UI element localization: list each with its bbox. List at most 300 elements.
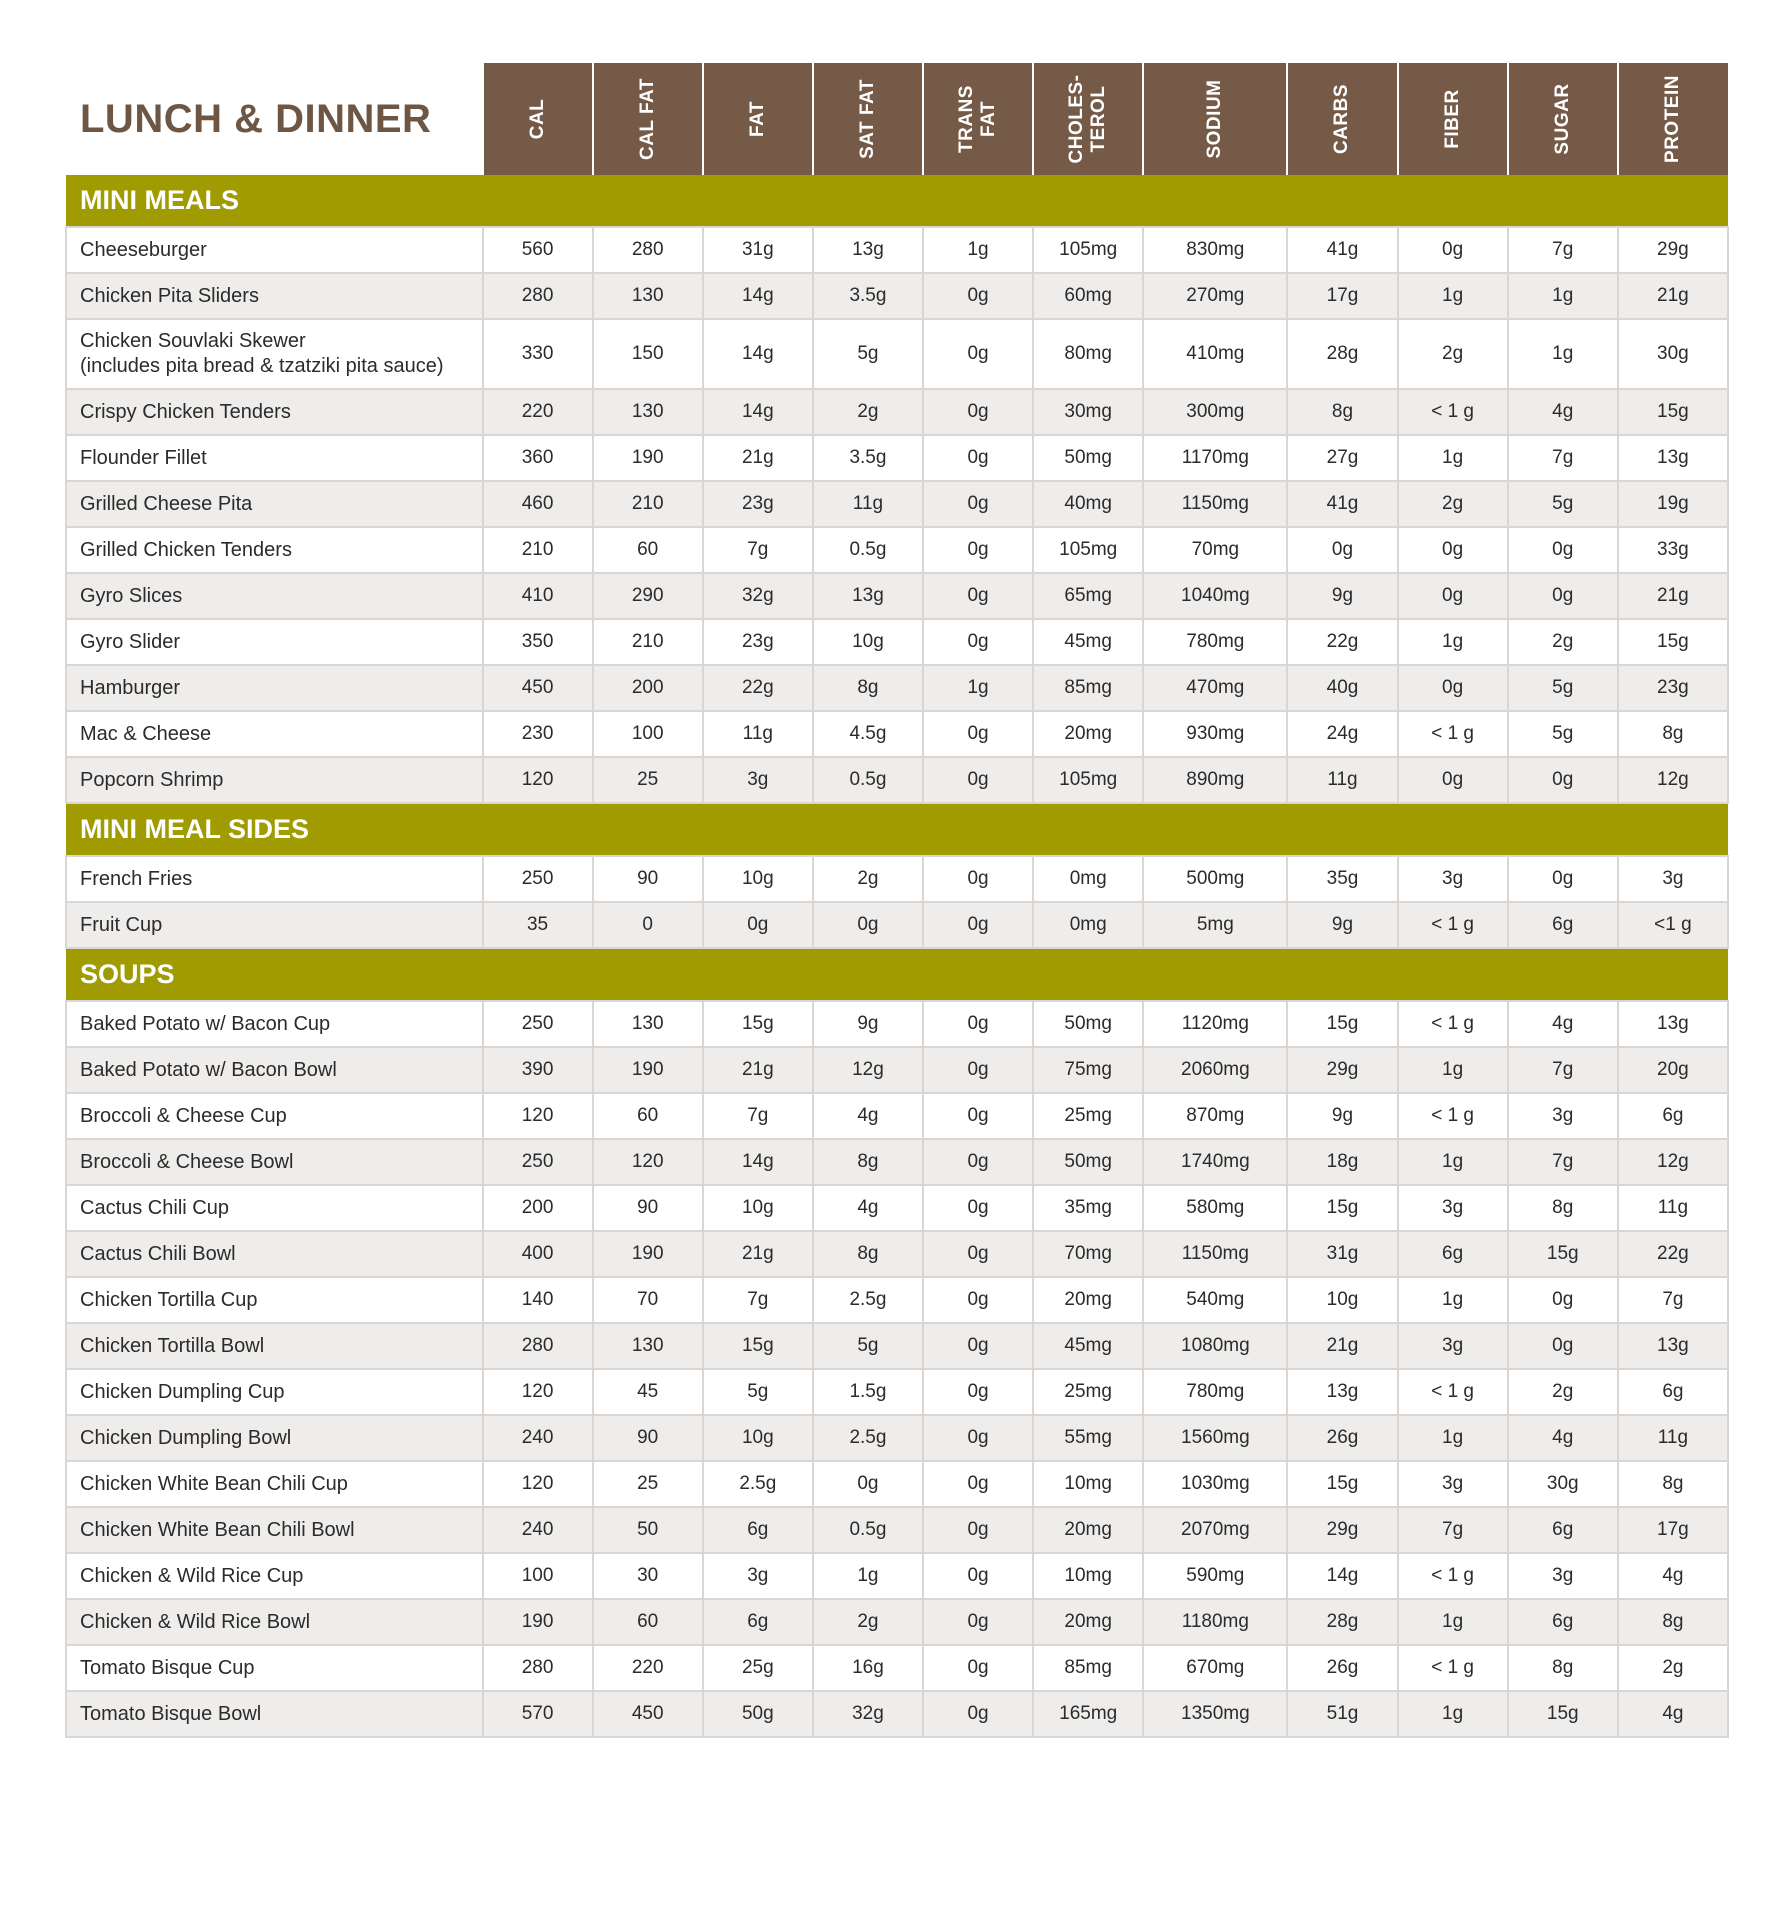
- nutrient-value: 105mg: [1033, 227, 1143, 273]
- nutrient-value: 165mg: [1033, 1691, 1143, 1737]
- nutrient-value: 28g: [1287, 1599, 1397, 1645]
- nutrient-value: 51g: [1287, 1691, 1397, 1737]
- nutrient-value: 350: [483, 619, 593, 665]
- nutrient-value: 15g: [1287, 1461, 1397, 1507]
- nutrient-value: 5g: [1508, 665, 1618, 711]
- nutrient-value: 10g: [1287, 1277, 1397, 1323]
- nutrient-value: 0g: [923, 1599, 1033, 1645]
- table-row: [66, 1323, 1728, 1369]
- nutrient-value: 45mg: [1033, 1323, 1143, 1369]
- nutrient-value: 5g: [703, 1369, 813, 1415]
- nutrient-value: 0.5g: [813, 757, 923, 803]
- nutrient-value: 130: [593, 1323, 703, 1369]
- nutrient-value: 8g: [1508, 1645, 1618, 1691]
- section-header: [66, 175, 1728, 227]
- nutrient-value: 830mg: [1143, 227, 1287, 273]
- nutrient-value: 1740mg: [1143, 1139, 1287, 1185]
- nutrient-value: 35: [483, 902, 593, 948]
- nutrient-value: 4g: [1618, 1553, 1728, 1599]
- item-name: Broccoli & Cheese Bowl: [66, 1139, 483, 1185]
- nutrient-value: 90: [593, 856, 703, 902]
- nutrient-value: 4g: [1508, 1415, 1618, 1461]
- table-row: [66, 1691, 1728, 1737]
- nutrient-value: 55mg: [1033, 1415, 1143, 1461]
- nutrient-value: 50mg: [1033, 1001, 1143, 1047]
- nutrient-value: 23g: [703, 481, 813, 527]
- nutrient-value: 12g: [813, 1047, 923, 1093]
- section-header: [66, 803, 1728, 856]
- nutrient-value: 5g: [813, 319, 923, 389]
- column-header: [483, 63, 593, 175]
- nutrient-value: 0g: [813, 1461, 923, 1507]
- item-name: Chicken Souvlaki Skewer (includes pita bread & tzatziki pita sauce): [66, 319, 483, 389]
- nutrient-value: 13g: [813, 227, 923, 273]
- nutrient-value: 7g: [1508, 1047, 1618, 1093]
- header-row: [66, 63, 1728, 175]
- nutrient-value: 8g: [1287, 389, 1397, 435]
- item-name: Tomato Bisque Bowl: [66, 1691, 483, 1737]
- table-row: [66, 1277, 1728, 1323]
- nutrient-value: 2g: [1618, 1645, 1728, 1691]
- nutrient-value: 1g: [923, 227, 1033, 273]
- nutrient-value: 4g: [813, 1093, 923, 1139]
- nutrient-value: 20mg: [1033, 1599, 1143, 1645]
- nutrient-value: 20mg: [1033, 711, 1143, 757]
- nutrient-value: 0g: [923, 1185, 1033, 1231]
- column-header-label: SUGAR: [1551, 83, 1573, 155]
- table-row: [66, 273, 1728, 319]
- nutrient-value: 80mg: [1033, 319, 1143, 389]
- item-name: Chicken White Bean Chili Bowl: [66, 1507, 483, 1553]
- nutrient-value: 0g: [923, 1323, 1033, 1369]
- table-row: [66, 856, 1728, 902]
- nutrient-value: 30g: [1618, 319, 1728, 389]
- nutrient-value: 18g: [1287, 1139, 1397, 1185]
- nutrient-value: 13g: [1618, 1323, 1728, 1369]
- nutrient-value: 60: [593, 527, 703, 573]
- nutrient-value: 8g: [813, 1231, 923, 1277]
- nutrient-value: 22g: [703, 665, 813, 711]
- nutrient-value: 5g: [1508, 481, 1618, 527]
- nutrient-value: 32g: [703, 573, 813, 619]
- nutrient-value: 12g: [1618, 757, 1728, 803]
- nutrient-value: 250: [483, 1139, 593, 1185]
- nutrient-value: 10g: [703, 856, 813, 902]
- nutrient-value: 2.5g: [703, 1461, 813, 1507]
- nutrient-value: 13g: [1618, 1001, 1728, 1047]
- nutrient-value: 590mg: [1143, 1553, 1287, 1599]
- table-row: [66, 1369, 1728, 1415]
- nutrient-value: 9g: [1287, 1093, 1397, 1139]
- nutrition-table-container: [65, 63, 1729, 1738]
- nutrient-value: 3.5g: [813, 273, 923, 319]
- nutrient-value: 670mg: [1143, 1645, 1287, 1691]
- nutrient-value: 14g: [703, 1139, 813, 1185]
- nutrient-value: 41g: [1287, 481, 1397, 527]
- nutrient-value: < 1 g: [1398, 1369, 1508, 1415]
- nutrient-value: 41g: [1287, 227, 1397, 273]
- nutrient-value: 2g: [1508, 619, 1618, 665]
- nutrient-value: 130: [593, 1001, 703, 1047]
- nutrient-value: 400: [483, 1231, 593, 1277]
- nutrient-value: 240: [483, 1415, 593, 1461]
- nutrient-value: 9g: [1287, 902, 1397, 948]
- nutrient-value: 0g: [923, 435, 1033, 481]
- nutrient-value: 25: [593, 757, 703, 803]
- nutrient-value: 0g: [1508, 573, 1618, 619]
- nutrient-value: 1g: [1508, 319, 1618, 389]
- item-name: Cactus Chili Bowl: [66, 1231, 483, 1277]
- item-name: Chicken Dumpling Bowl: [66, 1415, 483, 1461]
- table-row: [66, 481, 1728, 527]
- nutrient-value: 11g: [1618, 1415, 1728, 1461]
- nutrient-value: 1560mg: [1143, 1415, 1287, 1461]
- table-row: [66, 619, 1728, 665]
- nutrient-value: 280: [483, 1323, 593, 1369]
- nutrient-value: 6g: [703, 1507, 813, 1553]
- nutrient-value: 23g: [1618, 665, 1728, 711]
- nutrient-value: 2g: [1398, 319, 1508, 389]
- column-header-label: CARBS: [1331, 83, 1353, 155]
- nutrient-value: 31g: [1287, 1231, 1397, 1277]
- nutrient-value: 8g: [1508, 1185, 1618, 1231]
- nutrient-value: 2g: [813, 389, 923, 435]
- item-name: French Fries: [66, 856, 483, 902]
- nutrient-value: 8g: [813, 1139, 923, 1185]
- nutrient-value: 7g: [1618, 1277, 1728, 1323]
- column-header: [813, 63, 923, 175]
- nutrient-value: 3g: [1618, 856, 1728, 902]
- item-name: Chicken & Wild Rice Bowl: [66, 1599, 483, 1645]
- nutrient-value: 220: [593, 1645, 703, 1691]
- nutrient-value: 270mg: [1143, 273, 1287, 319]
- nutrient-value: 100: [593, 711, 703, 757]
- column-header: [1398, 63, 1508, 175]
- item-name: Chicken White Bean Chili Cup: [66, 1461, 483, 1507]
- nutrient-value: 15g: [1508, 1231, 1618, 1277]
- nutrient-value: 50mg: [1033, 1139, 1143, 1185]
- item-name: Hamburger: [66, 665, 483, 711]
- nutrient-value: 2060mg: [1143, 1047, 1287, 1093]
- item-name: Chicken Tortilla Bowl: [66, 1323, 483, 1369]
- item-name: Crispy Chicken Tenders: [66, 389, 483, 435]
- nutrient-value: 780mg: [1143, 619, 1287, 665]
- nutrient-value: 3g: [1508, 1093, 1618, 1139]
- item-name: Grilled Chicken Tenders: [66, 527, 483, 573]
- nutrient-value: 1g: [1508, 273, 1618, 319]
- item-name: Chicken Pita Sliders: [66, 273, 483, 319]
- nutrient-value: 290: [593, 573, 703, 619]
- nutrient-value: 240: [483, 1507, 593, 1553]
- nutrient-value: 120: [483, 1461, 593, 1507]
- nutrient-value: 1g: [923, 665, 1033, 711]
- nutrient-value: 85mg: [1033, 1645, 1143, 1691]
- nutrient-value: 250: [483, 856, 593, 902]
- nutrient-value: 20g: [1618, 1047, 1728, 1093]
- nutrient-value: < 1 g: [1398, 1645, 1508, 1691]
- nutrient-value: 7g: [703, 1277, 813, 1323]
- nutrient-value: 1g: [1398, 435, 1508, 481]
- nutrient-value: 35mg: [1033, 1185, 1143, 1231]
- column-header-label: CAL: [526, 98, 548, 140]
- column-header-label: SODIUM: [1204, 79, 1226, 159]
- nutrient-value: 26g: [1287, 1645, 1397, 1691]
- nutrient-value: 30: [593, 1553, 703, 1599]
- nutrient-value: 17g: [1287, 273, 1397, 319]
- nutrient-value: 1040mg: [1143, 573, 1287, 619]
- table-row: [66, 573, 1728, 619]
- table-row: [66, 1231, 1728, 1277]
- nutrient-value: 25mg: [1033, 1369, 1143, 1415]
- nutrient-value: 11g: [1287, 757, 1397, 803]
- nutrient-value: 0g: [1508, 1323, 1618, 1369]
- nutrient-value: 6g: [1508, 1599, 1618, 1645]
- nutrient-value: 1350mg: [1143, 1691, 1287, 1737]
- nutrient-value: 0g: [703, 902, 813, 948]
- nutrient-value: 580mg: [1143, 1185, 1287, 1231]
- nutrient-value: 90: [593, 1415, 703, 1461]
- nutrient-value: 3g: [1508, 1553, 1618, 1599]
- nutrient-value: 120: [483, 1369, 593, 1415]
- nutrient-value: 13g: [813, 573, 923, 619]
- nutrient-value: 0: [593, 902, 703, 948]
- nutrient-value: 280: [593, 227, 703, 273]
- nutrient-value: 90: [593, 1185, 703, 1231]
- nutrient-value: 0g: [1398, 227, 1508, 273]
- nutrient-value: 0g: [923, 757, 1033, 803]
- nutrient-value: 0.5g: [813, 1507, 923, 1553]
- section-title: SOUPS: [66, 948, 1728, 1001]
- nutrient-value: 1g: [1398, 1047, 1508, 1093]
- nutrient-value: 19g: [1618, 481, 1728, 527]
- nutrient-value: 70mg: [1143, 527, 1287, 573]
- nutrient-value: 1180mg: [1143, 1599, 1287, 1645]
- table-row: [66, 1599, 1728, 1645]
- nutrient-value: 25: [593, 1461, 703, 1507]
- item-name: Gyro Slices: [66, 573, 483, 619]
- table-row: [66, 435, 1728, 481]
- nutrient-value: 7g: [1398, 1507, 1508, 1553]
- nutrient-value: 0g: [813, 902, 923, 948]
- nutrient-value: 1g: [1398, 1277, 1508, 1323]
- nutrient-value: 190: [593, 1047, 703, 1093]
- nutrient-value: 120: [483, 1093, 593, 1139]
- nutrient-value: 200: [593, 665, 703, 711]
- nutrient-value: 140: [483, 1277, 593, 1323]
- table-row: [66, 527, 1728, 573]
- nutrient-value: 0g: [923, 527, 1033, 573]
- item-name: Cheeseburger: [66, 227, 483, 273]
- nutrient-value: 85mg: [1033, 665, 1143, 711]
- nutrient-value: 4g: [1508, 389, 1618, 435]
- nutrient-value: 210: [593, 619, 703, 665]
- nutrient-value: 0g: [923, 573, 1033, 619]
- nutrient-value: 200: [483, 1185, 593, 1231]
- nutrient-value: < 1 g: [1398, 1553, 1508, 1599]
- column-header-label: FAT: [746, 101, 768, 137]
- nutrient-value: 15g: [1287, 1001, 1397, 1047]
- nutrient-value: 16g: [813, 1645, 923, 1691]
- nutrient-value: 28g: [1287, 319, 1397, 389]
- nutrient-value: 780mg: [1143, 1369, 1287, 1415]
- section-header: [66, 948, 1728, 1001]
- nutrient-value: 7g: [703, 527, 813, 573]
- item-name: Cactus Chili Cup: [66, 1185, 483, 1231]
- nutrient-value: 190: [593, 435, 703, 481]
- nutrient-value: 0g: [1398, 527, 1508, 573]
- table-row: [66, 1001, 1728, 1047]
- nutrient-value: 10mg: [1033, 1553, 1143, 1599]
- table-row: [66, 665, 1728, 711]
- nutrient-value: 21g: [703, 1231, 813, 1277]
- nutrient-value: 33g: [1618, 527, 1728, 573]
- nutrient-value: 25g: [703, 1645, 813, 1691]
- nutrient-value: 2.5g: [813, 1415, 923, 1461]
- nutrient-value: 410mg: [1143, 319, 1287, 389]
- nutrient-value: 210: [593, 481, 703, 527]
- nutrient-value: 0g: [923, 319, 1033, 389]
- column-header-label: SAT FAT: [856, 79, 878, 159]
- nutrient-value: 21g: [1287, 1323, 1397, 1369]
- section-title: MINI MEALS: [66, 175, 1728, 227]
- column-header-label: CAL FAT: [636, 78, 658, 160]
- nutrient-value: 11g: [813, 481, 923, 527]
- nutrient-value: 29g: [1287, 1507, 1397, 1553]
- nutrient-value: 26g: [1287, 1415, 1397, 1461]
- nutrient-value: 15g: [1618, 389, 1728, 435]
- nutrient-value: 100: [483, 1553, 593, 1599]
- nutrient-value: 0g: [923, 1553, 1033, 1599]
- nutrient-value: 0g: [1398, 573, 1508, 619]
- nutrient-value: 60mg: [1033, 273, 1143, 319]
- nutrient-value: 410: [483, 573, 593, 619]
- nutrient-value: 0g: [923, 902, 1033, 948]
- nutrient-value: 8g: [813, 665, 923, 711]
- table-row: [66, 1093, 1728, 1139]
- nutrient-value: 0g: [923, 1645, 1033, 1691]
- nutrient-value: 20mg: [1033, 1277, 1143, 1323]
- nutrient-value: 6g: [1398, 1231, 1508, 1277]
- nutrient-value: < 1 g: [1398, 1001, 1508, 1047]
- nutrient-value: 450: [593, 1691, 703, 1737]
- nutrient-value: 1080mg: [1143, 1323, 1287, 1369]
- table-row: [66, 902, 1728, 948]
- nutrient-value: 10mg: [1033, 1461, 1143, 1507]
- column-header-label: TRANS FAT: [956, 85, 1000, 153]
- nutrient-value: 1g: [1398, 1415, 1508, 1461]
- nutrient-value: 2070mg: [1143, 1507, 1287, 1553]
- nutrient-value: 0g: [923, 1231, 1033, 1277]
- nutrient-value: 1g: [1398, 1599, 1508, 1645]
- nutrient-value: 5mg: [1143, 902, 1287, 948]
- nutrient-value: 3g: [1398, 1323, 1508, 1369]
- column-header: [593, 63, 703, 175]
- nutrient-value: 2.5g: [813, 1277, 923, 1323]
- nutrient-value: 0g: [1508, 527, 1618, 573]
- column-header: [1618, 63, 1728, 175]
- nutrient-value: 1g: [1398, 619, 1508, 665]
- nutrient-value: < 1 g: [1398, 389, 1508, 435]
- nutrient-value: 21g: [1618, 273, 1728, 319]
- nutrient-value: 11g: [703, 711, 813, 757]
- column-header-label: FIBER: [1441, 89, 1463, 149]
- nutrient-value: 570: [483, 1691, 593, 1737]
- table-row: [66, 1461, 1728, 1507]
- nutrient-value: 0g: [923, 1093, 1033, 1139]
- nutrient-value: < 1 g: [1398, 1093, 1508, 1139]
- nutrient-value: 40mg: [1033, 481, 1143, 527]
- nutrient-value: 0g: [923, 1139, 1033, 1185]
- section-title: MINI MEAL SIDES: [66, 803, 1728, 856]
- nutrient-value: 13g: [1618, 435, 1728, 481]
- nutrient-value: 1120mg: [1143, 1001, 1287, 1047]
- nutrient-value: 21g: [703, 1047, 813, 1093]
- nutrient-value: 29g: [1618, 227, 1728, 273]
- nutrient-value: 4g: [1508, 1001, 1618, 1047]
- column-header: [703, 63, 813, 175]
- nutrient-value: 1030mg: [1143, 1461, 1287, 1507]
- table-row: [66, 1139, 1728, 1185]
- table-row: [66, 227, 1728, 273]
- nutrient-value: 220: [483, 389, 593, 435]
- nutrient-value: 250: [483, 1001, 593, 1047]
- nutrient-value: 120: [483, 757, 593, 803]
- nutrient-value: 20mg: [1033, 1507, 1143, 1553]
- nutrient-value: 7g: [1508, 435, 1618, 481]
- nutrient-value: 0g: [923, 273, 1033, 319]
- nutrient-value: 190: [483, 1599, 593, 1645]
- nutrient-value: 21g: [703, 435, 813, 481]
- table-row: [66, 1415, 1728, 1461]
- nutrient-value: 65mg: [1033, 573, 1143, 619]
- nutrient-value: < 1 g: [1398, 711, 1508, 757]
- nutrient-value: 0g: [923, 481, 1033, 527]
- nutrient-value: 30g: [1508, 1461, 1618, 1507]
- nutrient-value: 3g: [1398, 856, 1508, 902]
- nutrient-value: 13g: [1287, 1369, 1397, 1415]
- nutrient-value: 30mg: [1033, 389, 1143, 435]
- table-row: [66, 757, 1728, 803]
- nutrient-value: 0g: [1287, 527, 1397, 573]
- nutrient-value: 0mg: [1033, 856, 1143, 902]
- nutrient-value: 45: [593, 1369, 703, 1415]
- nutrient-value: 32g: [813, 1691, 923, 1737]
- table-row: [66, 1645, 1728, 1691]
- nutrient-value: 4g: [813, 1185, 923, 1231]
- nutrient-value: 21g: [1618, 573, 1728, 619]
- nutrient-value: 470mg: [1143, 665, 1287, 711]
- column-header: [1033, 63, 1143, 175]
- nutrient-value: 890mg: [1143, 757, 1287, 803]
- item-name: Chicken Tortilla Cup: [66, 1277, 483, 1323]
- item-name: Flounder Fillet: [66, 435, 483, 481]
- item-name: Gyro Slider: [66, 619, 483, 665]
- nutrient-value: 0g: [923, 1369, 1033, 1415]
- nutrient-value: 14g: [703, 389, 813, 435]
- nutrient-value: 0mg: [1033, 902, 1143, 948]
- nutrient-value: 40g: [1287, 665, 1397, 711]
- nutrient-value: 190: [593, 1231, 703, 1277]
- nutrient-value: 3.5g: [813, 435, 923, 481]
- nutrient-value: 22g: [1287, 619, 1397, 665]
- nutrient-value: 3g: [703, 757, 813, 803]
- nutrient-value: 1150mg: [1143, 481, 1287, 527]
- nutrient-value: 12g: [1618, 1139, 1728, 1185]
- nutrient-value: 14g: [703, 319, 813, 389]
- nutrient-value: 15g: [703, 1001, 813, 1047]
- nutrient-value: 0g: [923, 856, 1033, 902]
- nutrient-value: 4g: [1618, 1691, 1728, 1737]
